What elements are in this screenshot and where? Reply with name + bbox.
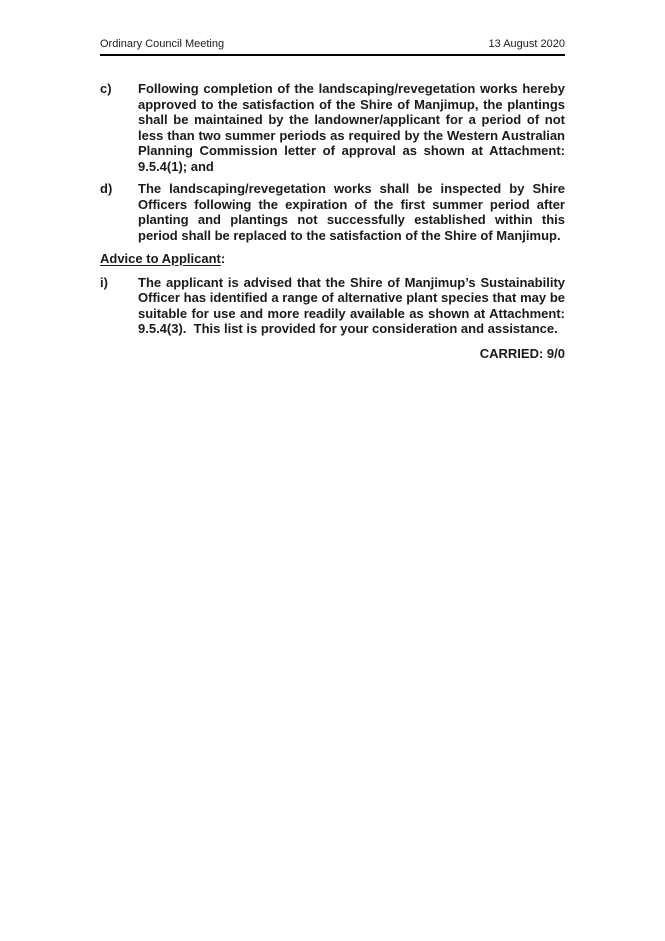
advice-heading-text: Advice to Applicant <box>100 251 221 266</box>
list-item-label: d) <box>100 181 113 196</box>
advice-to-applicant-heading <box>100 251 565 267</box>
carried-result: CARRIED: 9/0 <box>479 345 565 361</box>
list-item-label: i) <box>100 274 108 290</box>
header-left-title: Ordinary Council Meeting <box>100 38 225 50</box>
document-body <box>100 81 565 361</box>
list-item-text: The applicant is advised that the Shire of Manjimup’s Sustainability Officer has identified a range of alternative plant species that may be suitable for use and more readily available as shown at Attachment: 9.5.4(3). This list is provided for your consideration and assistance. <box>138 274 565 336</box>
header-right-date: 13 August 2020 <box>488 38 565 50</box>
advice-heading-colon: : <box>220 251 226 266</box>
list-item-text: The landscaping/revegetation works shall be inspected by Shire Officers following the expiration of the first summer period after planting and plantings not successfully established within this period shall be replaced to the satisfaction of the Shire of Manjimup. <box>138 181 565 243</box>
list-item-d <box>100 181 565 243</box>
list-item-c <box>100 81 565 174</box>
list-item-label: c) <box>100 81 112 96</box>
page-header <box>100 38 565 51</box>
list-item-i <box>100 275 565 337</box>
header-rule <box>100 54 565 56</box>
list-item-text: Following completion of the landscaping/revegetation works hereby approved to the satisfaction of the Shire of Manjimup, the plantings shall be maintained by the landowner/applicant for a period of not less than two summer periods as required by the Western Australian Planning Commission letter of approval as shown at Attachment: 9.5.4(1); and <box>138 81 565 174</box>
